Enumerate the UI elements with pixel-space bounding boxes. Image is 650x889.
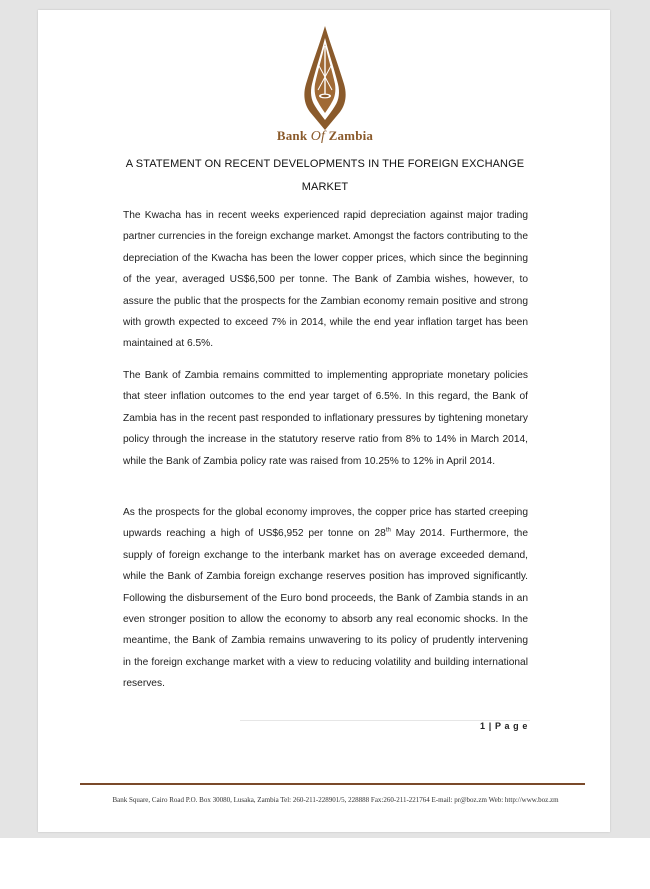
document-title <box>110 153 540 199</box>
paragraph-1: The Kwacha has in recent weeks experienced rapid depreciation against major trading partner currencies in the foreign exchange market. Amongst the factors contributing to the depreciation of the Kwacha has been the lower copper prices, which since the beginning of the year, averaged US$6,500 per tonne. The Bank of Zambia wishes, however, to assure the public that the prospects for the Zambian economy remain positive and strong with growth expected to exceed 7% in 2014, while the end year inflation target has been maintained at 6.5%. <box>123 210 528 350</box>
paragraph-2: The Bank of Zambia remains committed to implementing appropriate monetary policies that steer inflation outcomes to the end year target of 6.5%. In this regard, the Bank of Zambia has in the recent past responded to inflationary pressures by tightening monetary policy through the increase in the statutory reserve ratio from 8% to 14% in March 2014, while the Bank of Zambia policy rate was raised from 10.25% to 12% in April 2014. <box>123 370 528 467</box>
bank-of-zambia-logo-icon <box>300 24 350 134</box>
footer-rule <box>80 783 585 785</box>
paragraph-3-text-a: As the prospects for the global economy improves, the copper price has started creeping upwards reaching a high of US$6,952 per tonne on 28 <box>123 507 528 540</box>
paragraph-3-ordinal-suffix: th <box>385 528 391 535</box>
paragraph-3-text-b: May 2014. Furthermore, the supply of foreign exchange to the interbank market has on average exceeded demand, while the Bank of Zambia foreign exchange reserves position has improved significantly. Following the disbursement of the Euro bond proceeds, the Bank of Zambia stands in an even stronger position to allow the economy to absorb any real economic shocks. In the meantime, the Bank of Zambia remains unwavering to its policy of prudently intervening in the foreign exchange market with a view to reducing volatility and building international reserves. <box>123 528 528 690</box>
paragraph-3 <box>123 502 528 695</box>
bank-name-part-3: Zambia <box>325 128 374 143</box>
scan-bottom-margin <box>0 838 650 889</box>
bank-name-of: Of <box>310 129 326 144</box>
bank-name-part-1: Bank <box>276 128 311 143</box>
footer-address: Bank Square, Cairo Road P.O. Box 30080, Lusaka, Zambia Tel: 260-211-228901/5, 228888 Fax:260-211-221764 E-mail: pr@boz.zm Web: http://www.boz.zm <box>112 796 559 804</box>
bank-name <box>230 128 420 145</box>
page-number: 1 | P a g e <box>480 721 528 731</box>
title-line-1: A STATEMENT ON RECENT DEVELOPMENTS IN THE FOREIGN EXCHANGE <box>125 158 525 170</box>
title-line-2: MARKET <box>301 181 349 193</box>
